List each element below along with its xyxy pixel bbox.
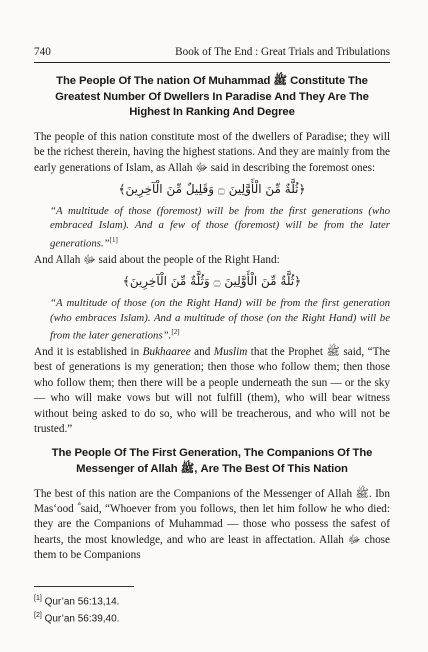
footnote-1 [34, 592, 390, 609]
running-header [34, 44, 390, 60]
quran-verse-1: ﴿ثُلَّةٌ مِّنَ الْأَوَّلِينَ ۝ وَقَلِيلٌ مِّنَ الْآخِرِينَ﴾ [118, 182, 306, 196]
translation-text-1: “A multitude of those (foremost) will be from the first generations (who embraced Islam). And a few of those (foremost) will be from the later generations.” [50, 205, 390, 250]
section-heading-1: The People Of The nation Of Muhammad ﷺ Constitute The Greatest Number Of Dwellers In Paradise And They Are The Highest In Ranking And Degree [55, 75, 369, 119]
footnotes [34, 592, 390, 626]
footnote-2 [34, 609, 390, 626]
footnote-mark-2: [2] [34, 611, 42, 619]
hadith-text: that the Prophet ﷺ said, “The best of generations is my generation; then those who follow them; then those who follow them; then there will be a people underneath the sun — or the sky — who will make vows but will not fulfill (them), who will bear witness without being asked to do so, who will be treacherous, and who will not be trusted.” [34, 346, 391, 436]
companions-paragraph: The best of this nation are the Companions of the Messenger of Allah ﷺ. Ibn Mas‘ood ؓ said, “Whoever from you follows, then let him follow he who died: they are the Companions of Muhammad — those who possess the safest of hearts, the most knowledge, and who are least in affectation. Allah ﷻ chose them to be Companions [34, 487, 390, 562]
intro-paragraph: The people of this nation constitute most of the dwellers of Paradise; they will be the richest therein, having the highest stations. And they are mainly from the early generations of Islam, as Allah ﷻ said in describing the foremost ones: [34, 130, 390, 174]
bukhari-title: Bukhaaree [142, 346, 191, 359]
footnote-text-2: Qur’an 56:39,40. [44, 613, 120, 625]
footnote-ref-2: [2] [171, 328, 180, 337]
running-title: Book of The End : Great Trials and Tribulations [175, 46, 390, 58]
verse-translation-1 [50, 204, 390, 251]
bridge-paragraph: And Allah ﷻ said about the people of the Right Hand: [34, 253, 280, 266]
footnote-mark-1: [1] [34, 595, 42, 602]
header-rule [34, 62, 390, 63]
hadith-lead: And it is established in [34, 346, 143, 359]
footnote-text-1: Qur’an 56:13,14. [44, 596, 120, 608]
footnote-ref-1: [1] [109, 235, 118, 244]
footnote-rule [34, 586, 134, 587]
translation-text-2: “A multitude of those (on the Right Hand) will be from the first generation (who embraces Islam). And a multitude of those (on the Right Hand) will be from the later generations”. [50, 297, 390, 342]
quran-verse-2: ﴿ثُلَّةٌ مِّنَ الْأَوَّلِينَ ۝ وَثُلَّةٌ مِّنَ الْآخِرِينَ﴾ [122, 274, 302, 289]
muslim-title: Muslim [213, 346, 248, 359]
page-number: 740 [34, 46, 51, 58]
page-body [34, 74, 390, 564]
hadith-and: and [190, 346, 214, 359]
hadith-paragraph [34, 345, 390, 437]
section-heading-2: The People Of The First Generation, The Companions Of The Messenger of Allah ﷺ, Are The Best Of This Nation [51, 447, 373, 476]
verse-translation-2 [50, 296, 390, 343]
